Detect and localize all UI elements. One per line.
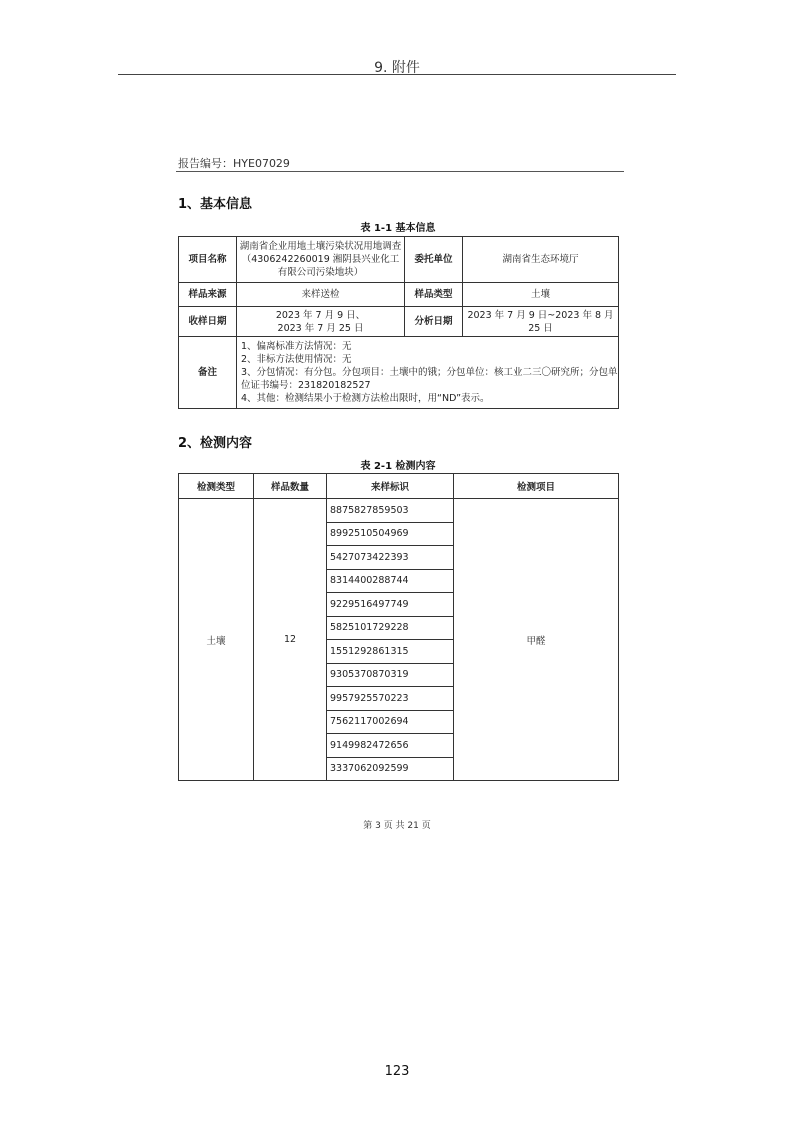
sample-id-cell: 8992510504969 — [327, 522, 454, 546]
header-sample-count: 样品数量 — [254, 474, 327, 499]
receive-date-line2: 2023 年 7 月 25 日 — [277, 322, 364, 334]
project-name-value: 湖南省企业用地土壤污染状况用地调查（4306242260019 湘阴县兴业化工有限公司污染地块） — [237, 237, 405, 283]
detect-item-value: 甲醛 — [454, 499, 619, 781]
analysis-date-value: 2023 年 7 月 9 日~2023 年 8 月 25 日 — [463, 307, 619, 337]
header-detect-item: 检测项目 — [454, 474, 619, 499]
receive-date-line1: 2023 年 7 月 9 日、 — [275, 309, 366, 321]
remark-line: 2、非标方法使用情况：无 — [241, 354, 352, 365]
client-value: 湖南省生态环境厅 — [463, 237, 619, 283]
sample-type-value: 土壤 — [463, 283, 619, 307]
sample-id-cell: 5825101729228 — [327, 616, 454, 640]
header-sample-id: 来样标识 — [327, 474, 454, 499]
page-info: 第 3 页 共 21 页 — [363, 821, 431, 831]
detect-type-value: 土壤 — [179, 499, 254, 781]
header-detect-type: 检测类型 — [179, 474, 254, 499]
receive-date-value — [237, 307, 405, 337]
sample-count-value: 12 — [254, 499, 327, 781]
sample-id-cell: 9229516497749 — [327, 593, 454, 617]
table-2-caption: 表 2-1 检测内容 — [360, 461, 436, 472]
sample-type-label: 样品类型 — [405, 283, 463, 307]
section-basic-info-title: 1、基本信息 — [178, 197, 253, 212]
sample-id-cell: 9305370870319 — [327, 663, 454, 687]
sample-id-cell: 1551292861315 — [327, 640, 454, 664]
basic-info-table — [178, 236, 619, 409]
report-number: 报告编号：HYE07029 — [178, 157, 290, 170]
sample-id-cell: 8875827859503 — [327, 499, 454, 523]
receive-date-label: 收样日期 — [179, 307, 237, 337]
remark-line: 3、分包情况：有分包。分包项目：土壤中的锇；分包单位：核工业二三〇研究所；分包单位证书编号：231820182527 — [241, 367, 618, 391]
remark-line: 4、其他：检测结果小于检测方法检出限时，用“ND”表示。 — [241, 393, 490, 404]
sample-id-cell: 9957925570223 — [327, 687, 454, 711]
sample-id-cell: 3337062092599 — [327, 757, 454, 781]
source-value: 来样送检 — [237, 283, 405, 307]
table-1-caption: 表 1-1 基本信息 — [360, 223, 436, 234]
detect-content-table — [178, 473, 619, 781]
sample-id-cell: 7562117002694 — [327, 710, 454, 734]
sample-id-cell: 9149982472656 — [327, 734, 454, 758]
remark-line: 1、偏离标准方法情况：无 — [241, 341, 352, 352]
remarks-label: 备注 — [179, 337, 237, 409]
project-name-label: 项目名称 — [179, 237, 237, 283]
chapter-title: 9. 附件 — [374, 60, 420, 76]
source-label: 样品来源 — [179, 283, 237, 307]
sample-id-cell: 5427073422393 — [327, 546, 454, 570]
page-number: 123 — [384, 1064, 410, 1079]
remarks-value — [237, 337, 619, 409]
client-label: 委托单位 — [405, 237, 463, 283]
section-detect-content-title: 2、检测内容 — [178, 436, 253, 451]
analysis-date-label: 分析日期 — [405, 307, 463, 337]
sample-id-cell: 8314400288744 — [327, 569, 454, 593]
header-divider — [118, 74, 676, 75]
report-divider — [176, 171, 624, 172]
